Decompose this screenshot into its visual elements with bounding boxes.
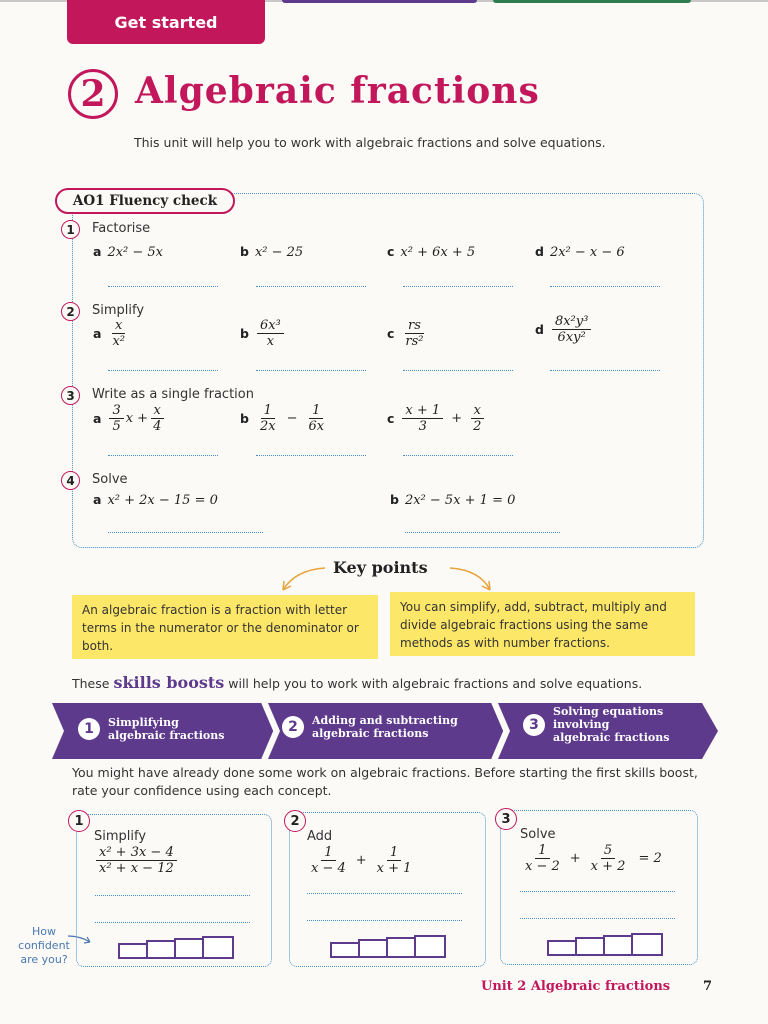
confidence-box-3-number: 3 — [495, 808, 517, 830]
box3-frac1-numerator: 1 — [535, 843, 549, 859]
skills-step-1-number: 1 — [78, 718, 100, 740]
confidence-level-3[interactable] — [386, 937, 416, 958]
q2b — [240, 318, 286, 349]
page-title: Algebraic fractions — [135, 70, 540, 112]
box3-frac1-denominator: x − 2 — [525, 859, 560, 874]
q3a-frac2-denominator: 4 — [153, 419, 162, 434]
answer-line-box1-2[interactable] — [95, 922, 250, 923]
confidence-meter-3[interactable] — [547, 933, 661, 956]
box2-frac1-numerator: 1 — [321, 845, 335, 861]
get-started-label: Get started — [114, 12, 218, 32]
q3b-frac1-denominator: 2x — [259, 419, 276, 434]
confidence-box-2-text: Add — [307, 829, 333, 844]
confidence-level-2[interactable] — [575, 937, 605, 956]
q1d — [535, 244, 625, 260]
q3b-frac2-numerator: 1 — [309, 403, 323, 419]
answer-line-box1-1[interactable] — [95, 895, 250, 896]
q2c-letter: c — [387, 326, 395, 341]
q4b-letter: b — [390, 492, 399, 507]
answer-line-q2b[interactable] — [256, 370, 366, 371]
q2b-letter: b — [240, 326, 249, 341]
skills-intro-before: These — [72, 676, 114, 691]
confidence-meter-2[interactable] — [330, 935, 444, 958]
confidence-box-1-number: 1 — [68, 810, 90, 832]
key-point-right-text: You can simplify, add, subtract, multiply and divide algebraic fractions using the same methods as with number fractions. — [400, 600, 667, 650]
answer-line-box3-2[interactable] — [520, 918, 675, 919]
confidence-box-3-expression — [520, 843, 662, 874]
box3-frac2-denominator: x + 2 — [590, 859, 626, 874]
confidence-note: You might have already done some work on algebraic fractions. Before starting the first skills boost, rate your confidence using each concept. — [72, 765, 698, 798]
page-number: 7 — [703, 979, 713, 994]
box2-frac2-numerator: 1 — [387, 845, 401, 861]
key-point-left-text: An algebraic fraction is a fraction with letter terms in the numerator or the denominator or both. — [82, 603, 359, 653]
skills-step-2-line1: Adding and subtracting — [312, 714, 458, 727]
confidence-level-2[interactable] — [146, 940, 176, 959]
skills-step-3-number: 3 — [523, 714, 545, 736]
skills-step-3[interactable] — [523, 705, 669, 744]
q3a-middle: x + — [125, 411, 149, 426]
box2-frac1-denominator: x − 4 — [311, 861, 346, 876]
q1b — [240, 244, 303, 260]
q3c-frac2-denominator: 2 — [473, 419, 482, 434]
q3a-letter: a — [93, 411, 102, 426]
skills-step-1-line1: Simplifying — [108, 716, 179, 729]
fluency-check-label: AO1 Fluency check — [55, 188, 235, 214]
confidence-level-3[interactable] — [174, 938, 204, 959]
q3b-letter: b — [240, 411, 249, 426]
q3b — [240, 403, 329, 434]
confidence-meter-1[interactable] — [118, 936, 232, 959]
skills-step-1[interactable] — [78, 716, 224, 742]
q4a-expr: x² + 2x − 15 = 0 — [107, 493, 218, 508]
q2d-denominator: 6xy² — [557, 330, 586, 345]
box3-frac2-numerator: 5 — [601, 843, 615, 859]
q3a-frac2-numerator: x — [151, 403, 164, 419]
q2c-numerator: rs — [405, 318, 424, 334]
key-point-right — [390, 592, 695, 656]
q2d-numerator: 8x²y³ — [552, 314, 591, 330]
answer-line-q3b[interactable] — [256, 455, 366, 456]
confidence-box-1-fraction — [94, 845, 179, 876]
how-line-2: confident — [18, 939, 70, 952]
confidence-level-3[interactable] — [603, 935, 633, 956]
q3b-frac2-denominator: 6x — [308, 419, 325, 434]
skills-step-3-line3: algebraic fractions — [553, 731, 670, 744]
answer-line-q3a[interactable] — [108, 455, 218, 456]
confidence-box-3-text: Solve — [520, 827, 556, 842]
q1c — [387, 244, 475, 260]
q2c — [387, 318, 429, 349]
answer-line-q1a[interactable] — [108, 286, 218, 287]
q3a — [93, 403, 166, 434]
q4a — [93, 492, 218, 508]
skills-step-2[interactable] — [282, 714, 458, 740]
skills-intro-after: will help you to work with algebraic fractions and solve equations. — [224, 676, 643, 691]
how-confident-label — [14, 925, 74, 967]
box2-frac2-denominator: x + 1 — [376, 861, 412, 876]
answer-line-q4b[interactable] — [405, 532, 560, 533]
question-4-text: Solve — [92, 472, 128, 487]
answer-line-q1b[interactable] — [256, 286, 366, 287]
q1d-letter: d — [535, 244, 544, 259]
question-4-number: 4 — [61, 471, 80, 490]
q2a — [93, 318, 130, 349]
answer-line-q1d[interactable] — [550, 286, 660, 287]
question-3-text: Write as a single fraction — [92, 387, 254, 402]
q3c-frac1-denominator: 3 — [418, 419, 427, 434]
answer-line-q1c[interactable] — [403, 286, 513, 287]
q3b-operator: − — [286, 411, 298, 426]
right-arrow-head-icon — [482, 581, 490, 590]
q1c-letter: c — [387, 244, 395, 259]
confidence-level-1[interactable] — [330, 942, 360, 958]
q3c-frac1-numerator: x + 1 — [402, 403, 443, 419]
q1b-expr: x² − 25 — [254, 245, 304, 260]
confidence-level-4[interactable] — [202, 936, 234, 959]
q1d-expr: 2x² − x − 6 — [549, 245, 625, 260]
q1c-expr: x² + 6x + 5 — [400, 245, 476, 260]
purple-tab[interactable] — [282, 0, 477, 3]
footer-unit-title: Unit 2 Algebraic fractions — [481, 979, 671, 994]
confidence-level-4[interactable] — [631, 933, 663, 956]
answer-line-q2c[interactable] — [403, 370, 513, 371]
q2a-numerator: x — [112, 318, 125, 334]
q4b — [390, 492, 515, 508]
how-confident-arrow-icon — [66, 932, 96, 948]
q3c-frac2-numerator: x — [471, 403, 484, 419]
q2c-denominator: rs² — [405, 334, 424, 349]
q2a-letter: a — [93, 326, 102, 341]
question-3-number: 3 — [61, 386, 80, 405]
skills-step-1-line2: algebraic fractions — [108, 729, 225, 742]
q3c-operator: + — [451, 411, 463, 426]
q3c-letter: c — [387, 411, 395, 426]
question-1-text: Factorise — [92, 221, 151, 236]
q1b-letter: b — [240, 244, 249, 259]
get-started-tab[interactable] — [67, 0, 265, 44]
answer-line-q4a[interactable] — [108, 532, 263, 533]
question-1-number: 1 — [61, 220, 80, 239]
key-points-title: Key points — [333, 558, 428, 577]
q3b-frac1-numerator: 1 — [261, 403, 275, 419]
skills-step-3-line2: involving — [553, 718, 610, 731]
unit-number: 2 — [80, 73, 106, 115]
q1a — [93, 244, 163, 260]
box1-denominator: x² + x − 12 — [99, 861, 174, 876]
confidence-level-4[interactable] — [414, 935, 446, 958]
confidence-level-1[interactable] — [547, 940, 577, 956]
q3a-frac1-denominator: 5 — [112, 419, 121, 434]
q3c — [387, 403, 486, 434]
q4a-letter: a — [93, 492, 102, 507]
confidence-box-1-text: Simplify — [94, 829, 147, 844]
confidence-level-2[interactable] — [358, 939, 388, 958]
q1a-expr: 2x² − 5x — [107, 245, 164, 260]
how-line-3: are you? — [20, 953, 68, 966]
skills-intro — [72, 673, 642, 692]
answer-line-q2d[interactable] — [550, 370, 660, 371]
box3-equals: = 2 — [638, 851, 662, 866]
question-2-number: 2 — [61, 302, 80, 321]
box2-operator: + — [355, 853, 367, 868]
box3-operator: + — [569, 851, 581, 866]
q3a-frac1-numerator: 3 — [109, 403, 123, 419]
q2b-numerator: 6x³ — [257, 318, 284, 334]
confidence-level-1[interactable] — [118, 943, 148, 959]
q1a-letter: a — [93, 244, 102, 259]
answer-line-q3c[interactable] — [403, 455, 513, 456]
skills-step-3-line1: Solving equations — [553, 705, 664, 718]
q2a-denominator: x² — [112, 334, 125, 349]
q2b-denominator: x — [266, 334, 275, 349]
skills-boosts-highlight: skills boosts — [113, 673, 225, 692]
unit-number-badge — [68, 69, 118, 119]
box1-numerator: x² + 3x − 4 — [96, 845, 177, 861]
answer-line-q2a[interactable] — [108, 370, 218, 371]
unit-intro: This unit will help you to work with algebraic fractions and solve equations. — [134, 135, 606, 150]
answer-line-box3-1[interactable] — [520, 891, 675, 892]
question-2-text: Simplify — [92, 303, 145, 318]
skills-step-2-number: 2 — [282, 716, 304, 738]
green-tab[interactable] — [493, 0, 691, 3]
skills-step-2-line2: algebraic fractions — [312, 727, 429, 740]
answer-line-box2-1[interactable] — [307, 893, 462, 894]
q4b-expr: 2x² − 5x + 1 = 0 — [404, 493, 516, 508]
q2d — [535, 314, 593, 345]
how-line-1: How — [32, 925, 56, 938]
q2d-letter: d — [535, 322, 544, 337]
key-point-left — [72, 595, 378, 659]
confidence-box-2-number: 2 — [284, 810, 306, 832]
confidence-box-2-expression — [306, 845, 416, 876]
answer-line-box2-2[interactable] — [307, 920, 462, 921]
